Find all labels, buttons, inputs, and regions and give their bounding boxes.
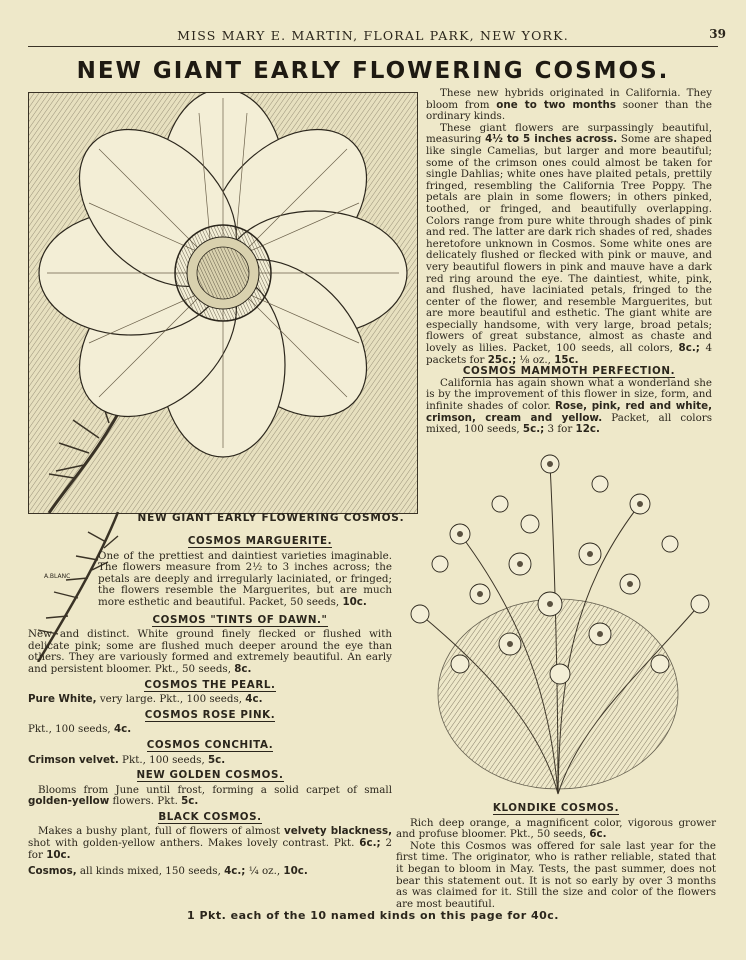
footer-offer: 1 Pkt. each of the 10 named kinds on this page for 40c. (187, 909, 559, 922)
marguerite-heading (128, 536, 392, 548)
golden-heading (28, 770, 392, 782)
text-run: very large. Pkt., 100 seeds, (96, 693, 246, 706)
bold-run: velvety blackness, (284, 825, 392, 838)
page-number: 39 (709, 27, 726, 41)
heading-text: COSMOS MAMMOTH PERFECTION. (462, 365, 676, 378)
bold-run: Pure White, (28, 693, 97, 706)
engraver-mark: A.BLANC (44, 573, 71, 580)
heading-text: NEW GOLDEN COSMOS. (136, 769, 284, 782)
text-run: New and distinct. White ground finely flecked or flushed with delicate pink; some are flushed much deeper around the eye than others. They are variously formed and extremely beautiful. An early and persistent bloomer. Pkt., 50 seeds, (28, 628, 392, 675)
black-paragraph (28, 826, 392, 861)
text-run: Pkt., 100 seeds, (28, 723, 114, 736)
klondike-note (396, 841, 716, 911)
giant-cosmos-description (426, 88, 712, 436)
running-header (0, 24, 746, 46)
text-run: Blooms from June until frost, forming a solid carpet of small (38, 783, 392, 796)
price: 5c. (208, 753, 226, 766)
price: 12c. (575, 423, 600, 436)
klondike-paragraph (396, 818, 716, 841)
text-run: These new hybrids originated in California. They bloom from (426, 87, 712, 111)
bold-run: 4½ to 5 inches across. (485, 133, 618, 146)
price: 8c. (234, 662, 252, 675)
page-headline: NEW GIANT EARLY FLOWERING COSMOS. (76, 58, 670, 84)
heading-text: COSMOS ROSE PINK. (144, 708, 276, 721)
pearl-heading (28, 680, 392, 692)
tints-heading (88, 615, 392, 627)
price: 10c. (46, 848, 71, 861)
bold-run: golden-yellow (28, 795, 110, 808)
heading-text: COSMOS CONCHITA. (146, 738, 274, 751)
marguerite-paragraph (28, 551, 392, 609)
bold-run: one to two months (496, 98, 616, 111)
heading-text: BLACK COSMOS. (158, 810, 262, 823)
price: 6c. (589, 828, 607, 841)
text-run: Pkt., 100 seeds, (118, 753, 208, 766)
conchita-heading (28, 740, 392, 752)
text-run: flowers. Pkt. (109, 795, 182, 808)
cosmos-bush-illustration (400, 444, 716, 804)
price: 4c. (245, 693, 263, 706)
price: 5c. (181, 795, 199, 808)
price: 15c. (554, 353, 579, 366)
pearl-paragraph (28, 694, 392, 706)
text-run: California has again shown what a wonderland she is by the improvement of this flower in size, form, and infinite shades of color. (426, 376, 712, 413)
text-run: ⅛ oz., (516, 353, 555, 366)
tints-paragraph (28, 629, 392, 675)
heading-text: COSMOS MARGUERITE. (187, 535, 333, 547)
price: 10c. (283, 865, 308, 878)
text-run: Makes a bushy plant, full of flowers of almost (38, 825, 285, 838)
golden-paragraph (28, 785, 392, 808)
price: 4c.; (224, 865, 246, 878)
intro-paragraph (426, 88, 712, 123)
text-run: 2 for (28, 837, 393, 861)
text-run: sooner than the ordinary kinds. (426, 98, 712, 123)
conchita-paragraph (28, 755, 392, 767)
heading-text: KLONDIKE COSMOS. (492, 802, 620, 814)
header-rule (28, 46, 718, 47)
flower-illustration (28, 92, 418, 514)
text-run: all kinds mixed, 150 seeds, (76, 865, 225, 878)
mixed-paragraph (28, 866, 392, 878)
rose-pink-paragraph (28, 724, 392, 736)
black-heading (28, 812, 392, 824)
price: 5c.; (522, 423, 545, 436)
price: 4c. (113, 723, 132, 736)
text-run: Some are shaped like single Camelias, but larger and more beautiful; some of the crimson ones could almost be taken for single Dahlias; white ones have plaited petals, prettily fringed, resembling the California Tree Poppy. The petals are plain in some flowers; in others pinked, toothed, or fringed, and beautifully overlapping. Colors range from pure white through shades of pink and red. The latter are dark rich shades of red, shades heretofore unknown in Cosmos. Some white ones are delicately flushed or flecked with pink or mauve, and very beautiful flowers in pink and mauve have a dark red ring around the eye. The daintiest, white, pink, and flushed, have laciniated petals, fringed to the center of the flower, and resemble Marguerites, but are more beautiful and esthetic. The giant white are especially handsome, with very large, broad petals; flowers of great substance, almost as chaste and lovely as lilies. Packet, 100 seeds, all colors, (426, 133, 712, 355)
bold-run: Crimson velvet. (28, 753, 119, 766)
bold-run: Cosmos, (28, 865, 77, 878)
bold-run: Rose, pink, red and white, crimson, cream and yellow. (426, 400, 712, 424)
text-run: Packet, all colors mixed, 100 seeds, (426, 411, 712, 436)
text-run: shot with golden-yellow anthers. Makes lovely contrast. Pkt. (28, 837, 360, 850)
heading-text: COSMOS THE PEARL. (144, 678, 276, 691)
heading-text: COSMOS "TINTS OF DAWN." (152, 613, 328, 626)
price: 6c.; (359, 837, 381, 850)
price: 10c. (342, 595, 367, 608)
price: 8c.; (678, 342, 700, 355)
klondike-section (396, 803, 716, 910)
text-run: 3 for (544, 423, 576, 436)
text-run: These giant flowers are surpassingly beautiful, measuring (426, 121, 712, 146)
text-run: 4 packets for (426, 342, 713, 366)
price: 25c.; (487, 353, 517, 366)
mammoth-paragraph (426, 378, 712, 436)
text-run: ¼ oz., (245, 865, 284, 878)
rose-pink-heading (28, 710, 392, 722)
giant-flowers-paragraph (426, 123, 712, 366)
text-run: Rich deep orange, a magnificent color, vigorous grower and profuse bloomer. Pkt., 50 seeds, (396, 816, 716, 841)
klondike-heading (396, 803, 716, 815)
running-title: MISS MARY E. MARTIN, FLORAL PARK, NEW YORK. (177, 28, 569, 43)
illustration-caption: NEW GIANT EARLY FLOWERING COSMOS. (137, 512, 405, 524)
text-run: One of the prettiest and daintiest varieties imaginable. The flowers measure from 2½ to 3 inches across; the petals are deeply and irregularly laciniated, or fringed; the flowers resemble the Marguerites, but are much more esthetic and beautiful. Packet, 50 seeds, (98, 549, 392, 608)
cosmos-flower-engraving (29, 93, 417, 513)
varieties-column (28, 536, 392, 878)
text-run: Note this Cosmos was offered for sale last year for the first time. The originator, who is rather reliable, stated that it began to bloom in May. Tests, the past summer, does not bear this statement out. It is not so early by over 3 months as was claimed for it. Still the size and color of the flowers are most beautiful. (396, 839, 716, 910)
